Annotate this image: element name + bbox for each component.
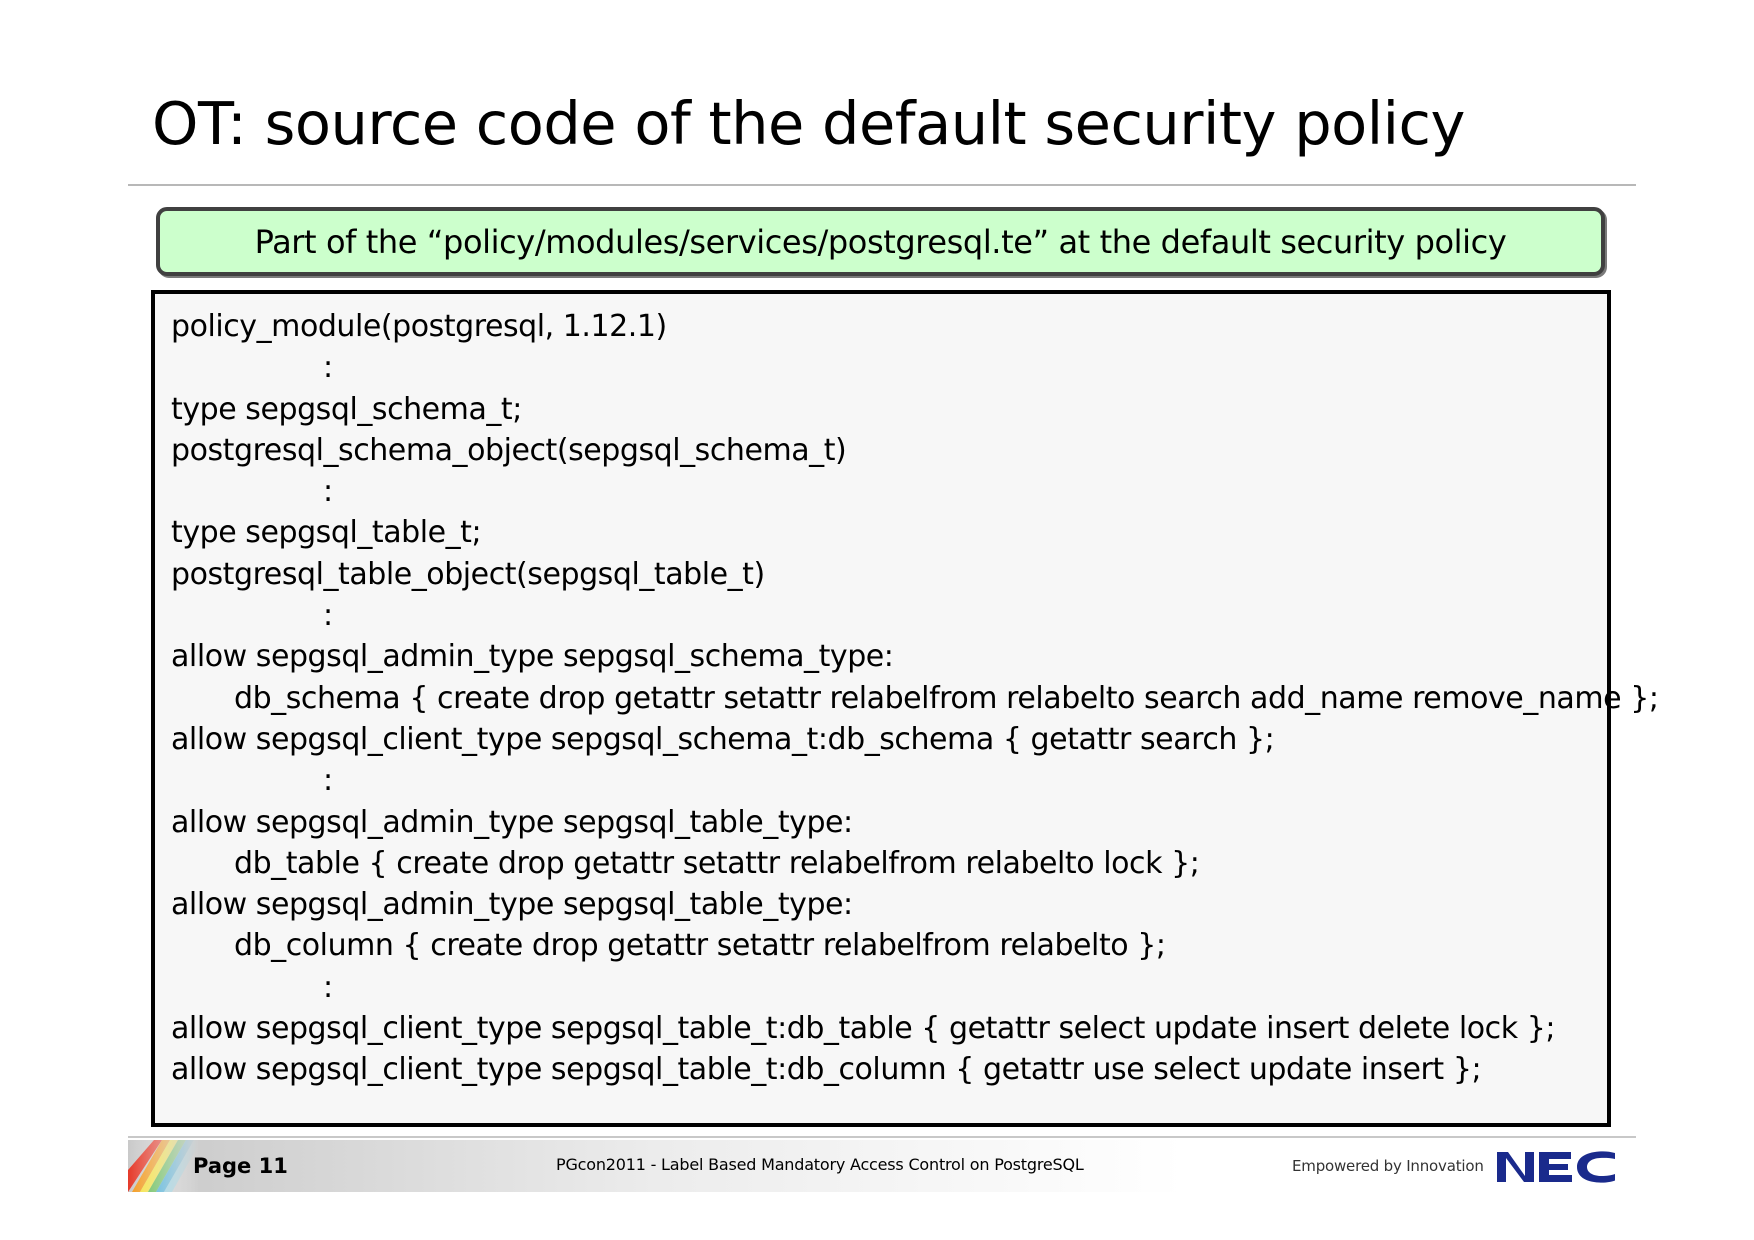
caption-text: Part of the “policy/modules/services/postgresql.te” at the default security policy: [254, 222, 1507, 261]
caption-box: [156, 207, 1605, 276]
code-line: allow sepgsql_client_type sepgsql_table_t:db_table { getattr select update insert delete lock };: [171, 1011, 1556, 1047]
code-line: allow sepgsql_client_type sepgsql_schema_t:db_schema { getattr search };: [171, 721, 1275, 757]
footer-stripes-graphic: [128, 1140, 198, 1192]
code-listing: [151, 290, 1659, 1127]
code-line: postgresql_table_object(sepgsql_table_t): [171, 556, 765, 592]
code-line: db_column { create drop getattr setattr relabelfrom relabelto };: [234, 928, 1166, 964]
code-line: policy_module(postgresql, 1.12.1): [171, 309, 667, 344]
code-line: db_schema { create drop getattr setattr relabelfrom relabelto search add_name remove_name };: [234, 680, 1659, 716]
nec-logo: [1495, 1144, 1619, 1188]
footer-divider: [128, 1136, 1636, 1138]
code-ellipsis: :: [323, 763, 333, 799]
code-line: type sepgsql_schema_t;: [171, 391, 522, 427]
code-ellipsis: :: [323, 598, 333, 634]
code-ellipsis: :: [323, 474, 333, 510]
code-line: allow sepgsql_admin_type sepgsql_schema_type:: [171, 639, 894, 675]
slide-title: OT: source code of the default security policy: [152, 89, 1465, 158]
code-line: type sepgsql_table_t;: [171, 515, 482, 551]
code-line: allow sepgsql_client_type sepgsql_table_t:db_column { getattr use select update insert };: [171, 1052, 1482, 1088]
code-line: allow sepgsql_admin_type sepgsql_table_type:: [171, 804, 853, 840]
code-line: postgresql_schema_object(sepgsql_schema_t): [171, 432, 847, 468]
code-line: db_table { create drop getattr setattr relabelfrom relabelto lock };: [234, 845, 1200, 881]
code-ellipsis: :: [323, 350, 333, 386]
nec-tagline: Empowered by Innovation: [1292, 1157, 1484, 1175]
title-divider: [128, 184, 1636, 186]
page-number: Page 11: [193, 1154, 288, 1178]
code-ellipsis: :: [323, 969, 333, 1005]
code-line: allow sepgsql_admin_type sepgsql_table_type:: [171, 887, 853, 923]
footer-text: PGcon2011 - Label Based Mandatory Access Control on PostgreSQL: [556, 1155, 1084, 1174]
